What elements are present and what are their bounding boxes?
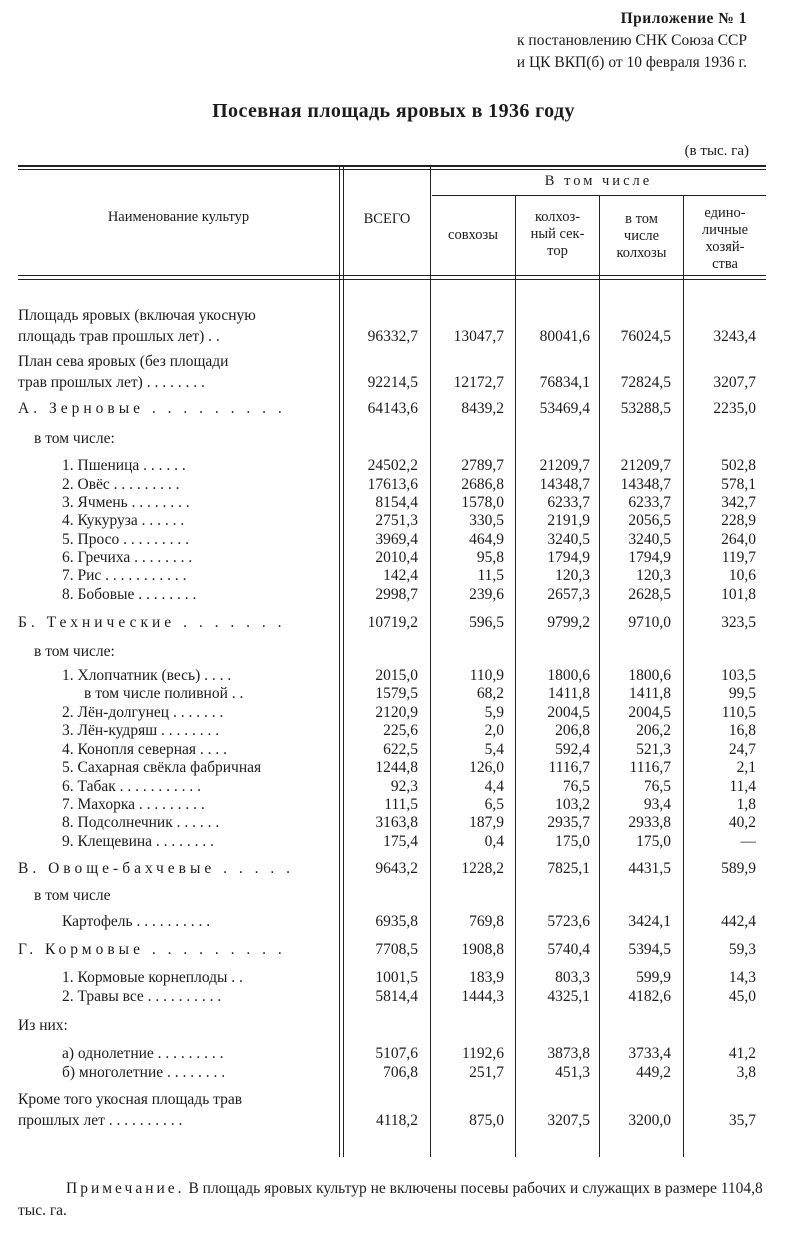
row-value: 24502,2 [367, 457, 418, 474]
row-value: 53469,4 [539, 400, 590, 417]
row-value: 264,0 [721, 531, 756, 548]
row-label [18, 305, 340, 347]
row-label [18, 1043, 340, 1064]
row-label-line: 5. Просо . . . . . . . . . [62, 531, 189, 548]
row-value: 80041,6 [539, 328, 590, 345]
row-value: 449,2 [636, 1064, 671, 1081]
row-label-line: 1. Хлопчатник (весь) . . . . [62, 667, 232, 684]
row-value: 95,8 [476, 549, 504, 566]
row-label-line: В. Овоще-бахчевые . . . . . [18, 860, 295, 877]
row-value: 64143,6 [367, 400, 418, 417]
row-value: 11,5 [477, 567, 504, 584]
row-value: 3207,7 [713, 374, 756, 391]
row-value: 96332,7 [367, 328, 418, 345]
row-value: 68,2 [476, 685, 504, 702]
row-label [18, 398, 340, 419]
row-label-line: 3. Лён-кудряш . . . . . . . . [62, 722, 220, 739]
row-value: 803,3 [555, 969, 590, 986]
row-label [18, 510, 340, 531]
row-value: 589,9 [721, 860, 756, 877]
row-value: 3424,1 [628, 913, 671, 930]
row-value: 2004,5 [547, 704, 590, 721]
row-label [18, 986, 340, 1007]
row-value: 769,8 [469, 913, 504, 930]
row-value: 142,4 [383, 567, 418, 584]
row-value: 622,5 [383, 741, 418, 758]
row-label-line: в том числе: [34, 430, 115, 447]
row-label [18, 939, 340, 960]
row-value: 342,7 [721, 494, 756, 511]
row-value: 183,9 [469, 969, 504, 986]
row-value: 0,4 [484, 833, 504, 850]
row-value: 3163,8 [375, 814, 418, 831]
row-label-line: Из них: [18, 1017, 68, 1034]
row-label [18, 455, 340, 476]
row-value: 8154,4 [375, 494, 418, 511]
header-kolkhoz-sector: колхоз- ный сек- тор [530, 209, 585, 259]
footnote-text: В площадь яровых культур не включены посевы рабочих и служащих в размере 1104,8 тыс. га. [18, 1180, 763, 1219]
row-value: 578,1 [721, 476, 756, 493]
row-value: 206,2 [636, 722, 671, 739]
row-value: 3200,0 [628, 1112, 671, 1129]
row-label [18, 584, 340, 605]
row-label-line: 5. Сахарная свёкла фабричная [62, 759, 262, 776]
row-value: 7825,1 [547, 860, 590, 877]
row-label-line: Картофель . . . . . . . . . . [62, 913, 211, 930]
header-bottom-rule [18, 275, 766, 276]
row-value: 3,8 [736, 1064, 756, 1081]
row-label-line: в том числе поливной . . [84, 685, 244, 702]
row-label [18, 1089, 340, 1131]
row-label-line: 3. Ячмень . . . . . . . . [62, 494, 190, 511]
column-rule-2 [430, 165, 431, 1157]
row-value: 24,7 [728, 741, 756, 758]
row-value: 2935,7 [547, 814, 590, 831]
row-value: 92,3 [390, 778, 418, 795]
row-value: 592,4 [555, 741, 590, 758]
row-value: 9710,0 [628, 614, 671, 631]
row-value: 1411,8 [547, 685, 590, 702]
row-value: 451,3 [555, 1064, 590, 1081]
header-sovkhozy: совхозы [448, 227, 498, 243]
row-value: 330,5 [469, 512, 504, 529]
row-value: 76834,1 [539, 374, 590, 391]
row-value: 35,7 [728, 1112, 756, 1129]
row-value: 4325,1 [547, 988, 590, 1005]
row-label-line: 4. Конопля северная . . . . [62, 741, 228, 758]
row-value: 120,3 [555, 567, 590, 584]
table-top-rule [18, 165, 766, 167]
row-value: 7708,5 [375, 941, 418, 958]
row-value: 1444,3 [461, 988, 504, 1005]
row-value: 1800,6 [547, 667, 590, 684]
row-label-line: в том числе [34, 887, 111, 904]
row-value: 5723,6 [547, 913, 590, 930]
row-value: 126,0 [469, 759, 504, 776]
row-label-line: б) многолетние . . . . . . . . [62, 1064, 226, 1081]
row-label [18, 812, 340, 833]
row-value: 2998,7 [375, 586, 418, 603]
row-value: 4182,6 [628, 988, 671, 1005]
row-value: 5107,6 [375, 1045, 418, 1062]
row-value: 5740,4 [547, 941, 590, 958]
row-value: 2657,3 [547, 586, 590, 603]
header-total: ВСЕГО [363, 211, 411, 227]
header-individual: едино- личные хозяй- ства [701, 205, 749, 272]
row-value: 45,0 [728, 988, 756, 1005]
row-label-line: Кроме того укосная площадь трав [18, 1091, 243, 1108]
row-value: 2,1 [736, 759, 756, 776]
row-label-line: 6. Гречиха . . . . . . . . [62, 549, 193, 566]
row-value: 2686,8 [461, 476, 504, 493]
row-value: 3873,8 [547, 1045, 590, 1062]
row-label-line: А. Зерновые . . . . . . . . . [18, 400, 286, 417]
row-value: 2120,9 [375, 704, 418, 721]
row-value: 1794,9 [628, 549, 671, 566]
row-value: 2191,9 [547, 512, 590, 529]
row-label-line: 8. Бобовые . . . . . . . . [62, 586, 197, 603]
row-value: 706,8 [383, 1064, 418, 1081]
document-title: Посевная площадь яровых в 1936 году [212, 100, 575, 122]
row-label [18, 858, 340, 879]
row-value: 16,8 [728, 722, 756, 739]
row-value: 206,8 [555, 722, 590, 739]
footnote [18, 1178, 768, 1222]
row-value: 1411,8 [628, 685, 671, 702]
row-value: 4,4 [484, 778, 504, 795]
row-value: 1244,8 [375, 759, 418, 776]
row-label-line: площадь трав прошлых лет) . . [18, 328, 220, 345]
row-value: 175,0 [555, 833, 590, 850]
row-value: 228,9 [721, 512, 756, 529]
row-value: 21209,7 [539, 457, 590, 474]
row-value: 875,0 [469, 1112, 504, 1129]
row-value: 6233,7 [547, 494, 590, 511]
row-value: 14348,7 [620, 476, 671, 493]
row-value: 2933,8 [628, 814, 671, 831]
table-top-rule-inner [18, 169, 766, 170]
footnote-lead: Примечание. [66, 1180, 185, 1197]
row-value: 4431,5 [628, 860, 671, 877]
row-label [18, 720, 340, 741]
row-value: 2010,4 [375, 549, 418, 566]
appendix-block [517, 8, 747, 74]
row-label-line: прошлых лет . . . . . . . . . . [18, 1112, 183, 1129]
row-value: 464,9 [469, 531, 504, 548]
row-value: 21209,7 [620, 457, 671, 474]
row-value: 442,4 [721, 913, 756, 930]
row-value: 1800,6 [628, 667, 671, 684]
row-value: 103,5 [721, 667, 756, 684]
row-value: 9643,2 [375, 860, 418, 877]
row-value: 2004,5 [628, 704, 671, 721]
row-label [18, 683, 340, 704]
column-rule-4 [599, 195, 600, 1157]
row-value: 12172,7 [453, 374, 504, 391]
row-value: 1578,0 [461, 494, 504, 511]
row-value: 5,9 [484, 704, 504, 721]
row-value: 59,3 [728, 941, 756, 958]
row-value: 2751,3 [375, 512, 418, 529]
column-rule-3 [515, 195, 516, 1157]
row-value: 92214,5 [367, 374, 418, 391]
row-label [18, 885, 340, 906]
row-value: 596,5 [469, 614, 504, 631]
row-label-line: 4. Кукуруза . . . . . . [62, 512, 185, 529]
row-label-line: Площадь яровых (включая укосную [18, 307, 256, 324]
row-label [18, 757, 340, 778]
row-value: 76024,5 [620, 328, 671, 345]
appendix-heading: Приложение № 1 [620, 10, 747, 27]
row-label [18, 911, 340, 932]
row-label-line: 1. Пшеница . . . . . . [62, 457, 186, 474]
row-value: 17613,6 [367, 476, 418, 493]
row-value: 11,4 [729, 778, 756, 795]
row-value: 599,9 [636, 969, 671, 986]
row-value: 175,0 [636, 833, 671, 850]
units-note: (в тыс. га) [684, 143, 749, 159]
row-label-line: 6. Табак . . . . . . . . . . . [62, 778, 202, 795]
row-label [18, 428, 340, 449]
row-label [18, 1062, 340, 1083]
row-label [18, 612, 340, 633]
row-value: 175,4 [383, 833, 418, 850]
row-label-line: в том числе: [34, 643, 115, 660]
row-label [18, 967, 340, 988]
row-value: 14348,7 [539, 476, 590, 493]
row-value: 1579,5 [375, 685, 418, 702]
row-value: 3969,4 [375, 531, 418, 548]
row-label [18, 565, 340, 586]
row-value: 1794,9 [547, 549, 590, 566]
row-value: 9799,2 [547, 614, 590, 631]
row-label [18, 831, 340, 852]
row-value: 3733,4 [628, 1045, 671, 1062]
row-value: 2015,0 [375, 667, 418, 684]
row-value: 5,4 [484, 741, 504, 758]
row-value: 6935,8 [375, 913, 418, 930]
row-value: 72824,5 [620, 374, 671, 391]
row-value: 120,3 [636, 567, 671, 584]
appendix-line-2: и ЦК ВКП(б) от 10 февраля 1936 г. [516, 54, 747, 71]
header-name: Наименование культур [107, 209, 250, 225]
row-value: 502,8 [721, 457, 756, 474]
row-value: 13047,7 [453, 328, 504, 345]
row-value: 1116,7 [629, 759, 671, 776]
row-label-line: 1. Кормовые корнеплоды . . [62, 969, 243, 986]
row-label-line: План сева яровых (без площади [18, 353, 229, 370]
row-value: 76,5 [643, 778, 671, 795]
row-value: 10,6 [728, 567, 756, 584]
row-value: 93,4 [643, 796, 671, 813]
row-value: 5814,4 [375, 988, 418, 1005]
row-value: 110,5 [721, 704, 756, 721]
row-value: 225,6 [383, 722, 418, 739]
row-value: 4118,2 [375, 1112, 418, 1129]
crop-area-table [18, 165, 766, 1157]
row-label-line: трав прошлых лет) . . . . . . . . [18, 374, 205, 391]
row-label-line: 8. Подсолнечник . . . . . . [62, 814, 220, 831]
row-value: 1228,2 [461, 860, 504, 877]
row-value: 8439,2 [461, 400, 504, 417]
row-value: 40,2 [728, 814, 756, 831]
header-kolkhozy: в том числе колхозы [616, 211, 667, 261]
row-value: 2789,7 [461, 457, 504, 474]
row-value: 2,0 [484, 722, 504, 739]
row-value: 76,5 [562, 778, 590, 795]
row-value: 119,7 [721, 549, 756, 566]
row-label-line: 9. Клещевина . . . . . . . . [62, 833, 215, 850]
row-value: — [740, 833, 756, 850]
row-value: 239,6 [469, 586, 504, 603]
column-rule-1b [343, 165, 344, 1157]
row-value: 111,5 [384, 796, 418, 813]
row-value: 2628,5 [628, 586, 671, 603]
row-value: 53288,5 [620, 400, 671, 417]
row-value: 1116,7 [548, 759, 590, 776]
row-value: 101,8 [721, 586, 756, 603]
row-value: 2056,5 [628, 512, 671, 529]
row-value: 251,7 [469, 1064, 504, 1081]
row-value: 2235,0 [713, 400, 756, 417]
row-label-line: 7. Махорка . . . . . . . . . [62, 796, 205, 813]
header-group: В том числе [544, 173, 653, 189]
row-label [18, 351, 340, 393]
row-value: 99,5 [728, 685, 756, 702]
row-value: 521,3 [636, 741, 671, 758]
row-label-line: 2. Овёс . . . . . . . . . [62, 476, 180, 493]
row-value: 6233,7 [628, 494, 671, 511]
row-label-line: Г. Кормовые . . . . . . . . . [18, 941, 286, 958]
header-bottom-rule-inner [18, 279, 766, 280]
row-value: 5394,5 [628, 941, 671, 958]
row-value: 1,8 [736, 796, 756, 813]
row-value: 187,9 [469, 814, 504, 831]
row-label-line: 2. Лён-долгунец . . . . . . . [62, 704, 224, 721]
row-value: 10719,2 [367, 614, 418, 631]
row-value: 3207,5 [547, 1112, 590, 1129]
row-label-line: Б. Технические . . . . . . . [18, 614, 286, 631]
row-label [18, 1015, 340, 1036]
row-label-line: 7. Рис . . . . . . . . . . . [62, 567, 187, 584]
row-label-line: а) однолетние . . . . . . . . . [62, 1045, 224, 1062]
row-value: 1001,5 [375, 969, 418, 986]
row-value: 3240,5 [628, 531, 671, 548]
row-value: 323,5 [721, 614, 756, 631]
row-value: 14,3 [728, 969, 756, 986]
row-value: 6,5 [484, 796, 504, 813]
appendix-line-1: к постановлению СНК Союза ССР [517, 32, 747, 49]
row-value: 1908,8 [461, 941, 504, 958]
row-label [18, 641, 340, 662]
row-label-line: 2. Травы все . . . . . . . . . . [62, 988, 222, 1005]
row-value: 103,2 [555, 796, 590, 813]
row-value: 3243,4 [713, 328, 756, 345]
column-rule-5 [683, 195, 684, 1157]
row-value: 3240,5 [547, 531, 590, 548]
row-value: 110,9 [469, 667, 504, 684]
row-value: 41,2 [728, 1045, 756, 1062]
row-value: 1192,6 [461, 1045, 504, 1062]
